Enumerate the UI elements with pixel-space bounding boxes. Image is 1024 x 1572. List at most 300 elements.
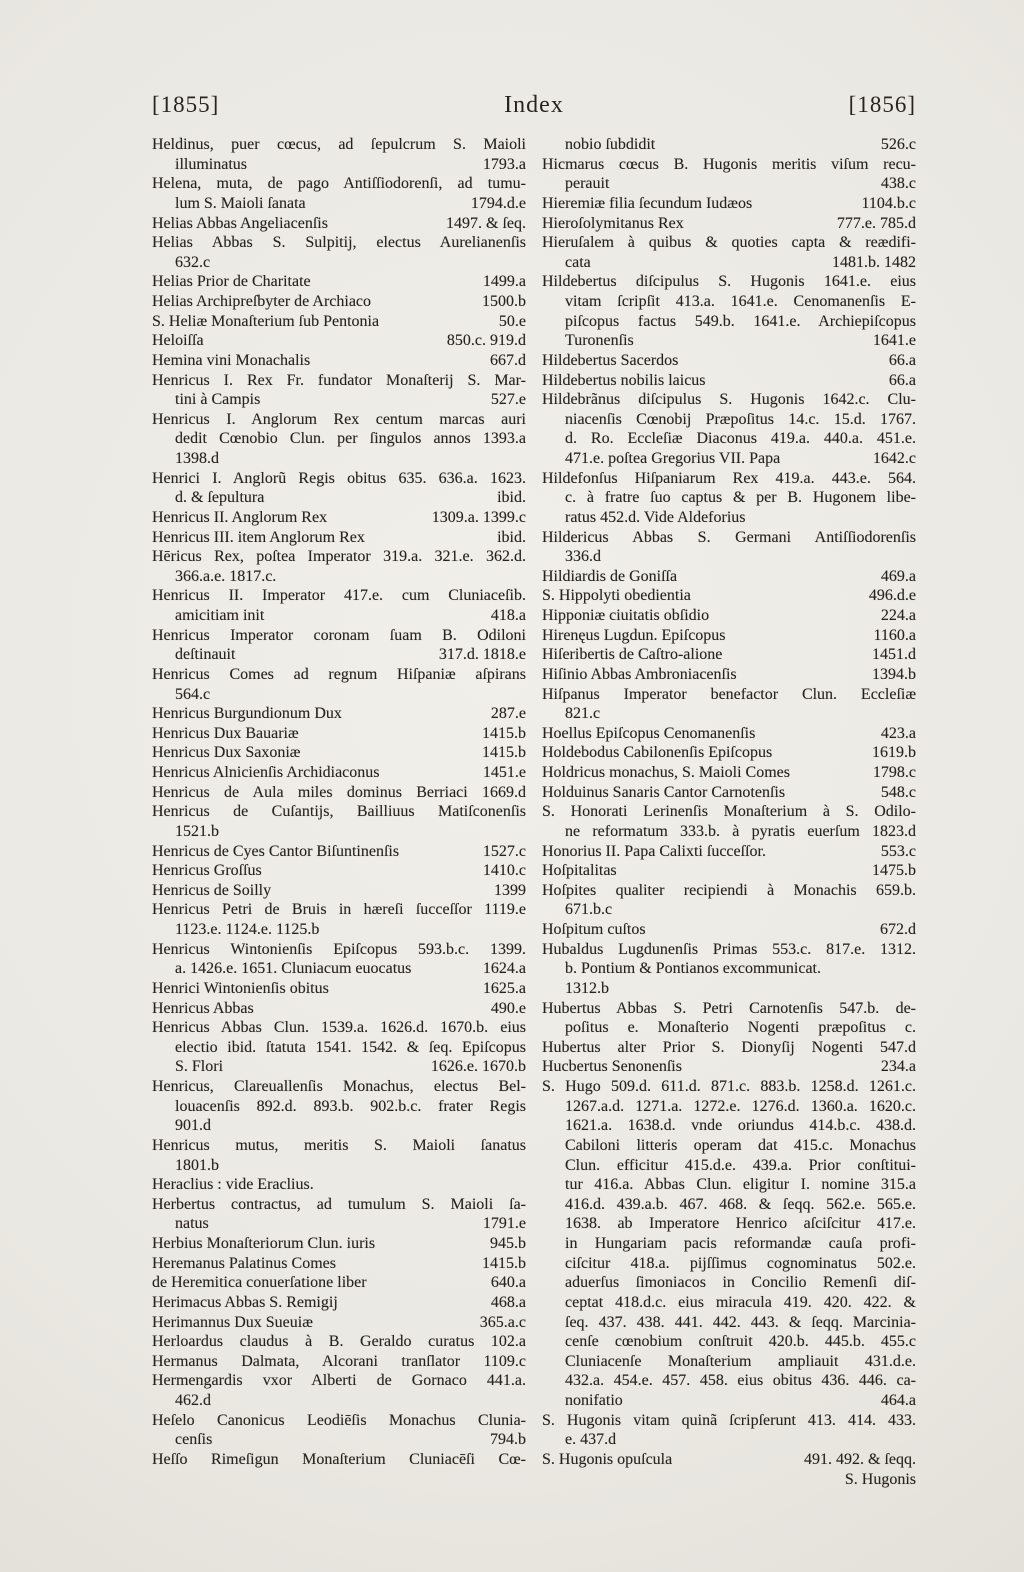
entry-page-reference: 1160.a [873,626,916,644]
index-entry-line [152,979,526,999]
entry-text: Herimannus Dux Sueuiæ [152,1313,313,1331]
index-entry-line [152,920,526,940]
index-entry-line [152,704,526,724]
entry-text: Hiſeribertis de Caſtro-alione [542,646,723,664]
index-entry-line [152,1391,526,1411]
entry-text: Henricus Burgundionum Dux [152,705,342,723]
index-entry-line [152,1254,526,1274]
index-entry-line [152,842,526,862]
index-entry-line [542,743,916,763]
index-entry-line [542,528,916,548]
entry-text: Heſſo Rimeſigun Monaſterium Cluniacēſi Cœ- [152,1450,526,1468]
entry-text: Hubertus alter Prior S. Dionyſij Nogenti 547.d [542,1038,916,1056]
left-folio-number: [1855] [152,92,220,117]
entry-page-reference: 224.a [880,607,916,624]
entry-page-reference: 1641.e [872,332,916,350]
entry-page-reference: 1475.b [872,862,916,880]
entry-page-reference: 317.d. 1818.e [438,646,526,664]
entry-text: S. Flori [175,1058,224,1076]
index-entry-line [152,155,526,175]
index-entry-line [152,665,526,685]
entry-text: Helena, muta, de pago Antiſſiodorenſi, ad tumu- [152,175,526,193]
entry-text: tini à Campis [175,391,261,409]
entry-page-reference: 66.a [888,371,916,389]
entry-page-reference: 1527.c [482,842,526,860]
index-entry-line [542,1332,916,1352]
index-entry-line [152,822,526,842]
entry-page-reference: ibid. [497,528,526,546]
index-entry-line [542,371,916,391]
entry-text: Cluniacenſe Monaſterium ampliauit 431.d.e. [565,1352,916,1370]
index-entry-line [542,920,916,940]
index-entry-line [152,645,526,665]
index-entry-line [152,1136,526,1156]
index-entry-line [542,586,916,606]
index-entry-line [152,214,526,234]
entry-page-reference: 438.c [880,175,916,193]
entry-text: Hermengardis vxor Alberti de Gornaco 441.a. [152,1372,526,1390]
entry-page-reference: 850.c. 919.d [446,332,526,350]
entry-text: Henricus II. Imperator 417.e. cum Cluniaceſib. [152,587,526,605]
entry-page-reference: 526.c [880,136,916,153]
entry-text: Hoſpites qualiter recipiendi à Monachis 659.b. [542,881,916,899]
index-entry-line [542,626,916,646]
entry-page-reference: 548.c [880,783,916,801]
index-entry-line [152,508,526,528]
entry-page-reference: 527.e [490,391,526,409]
index-entry-line [542,724,916,744]
entry-text: natus [175,1215,209,1233]
entry-text: Hoellus Epiſcopus Cenomanenſis [542,724,756,742]
entry-text: Henricus I. Anglorum Rex centum marcas auri [152,410,526,428]
entry-text: 1398.d [175,450,219,467]
index-entry-line [152,1371,526,1391]
entry-text: Henrici Wintonienſis obitus [152,979,329,997]
index-entry-line [152,410,526,430]
entry-text: Henricus Petri de Bruis in hæreſi ſucceſſor 1119.e [152,901,526,919]
entry-text: Turonenſis [565,332,634,350]
index-entry-line [542,999,916,1019]
entry-text: Hildefonſus Hiſpaniarum Rex 419.a. 443.e. 564. [542,469,916,487]
entry-text: perauit [565,175,610,193]
entry-text: 432.a. 454.e. 457. 458. eius obitus 436. 446. ca- [565,1372,916,1390]
index-entry-line [542,233,916,253]
entry-text: Holdricus monachus, S. Maioli Comes [542,764,790,781]
entry-text: Henricus II. Anglorum Rex [152,508,328,526]
entry-text: Henricus Alnicienſis Archidiaconus [152,764,380,781]
entry-text: nobio ſubdidit [565,136,656,153]
entry-page-reference: 287.e [490,705,526,723]
index-entry-line [542,1411,916,1431]
entry-text: Hirenęus Lugdun. Epiſcopus [542,626,726,644]
index-entry-line [542,704,916,724]
index-entry-line [152,567,526,587]
entry-page-reference: 50.e [498,312,526,330]
index-entry-line [152,449,526,469]
entry-text: Hipponiæ ciuitatis obſidio [542,607,710,624]
index-entry-line [542,842,916,862]
entry-text: Honorius II. Papa Calixti ſucceſſor. [542,842,766,860]
entry-text: Henricus de Cyes Cantor Biſuntinenſis [152,842,400,860]
entry-page-reference: 1399 [494,881,526,899]
entry-text: cenſe cœnobium conſtruit 420.b. 445.b. 455.c [565,1333,916,1351]
entry-page-reference: 1497. & ſeq. [446,214,526,232]
entry-page-reference: 1415.b [482,1254,526,1272]
index-entry-line [542,174,916,194]
index-entry-line [152,253,526,273]
index-entry-line [152,763,526,783]
index-entry-line [542,645,916,665]
index-entry-line [152,724,526,744]
entry-page-reference: 468.a [490,1293,526,1311]
index-entry-line [542,822,916,842]
index-entry-line [152,1234,526,1254]
index-entry-line [152,1057,526,1077]
entry-text: electio ibid. ſtatuta 1541. 1542. & ſeq. Epiſcopus [175,1038,526,1056]
entry-text: Hildericus Abbas S. Germani Antiſſiodorenſis [542,528,916,546]
entry-text: dedit Cœnobio Clun. per ſingulos annos 1393.a [175,430,526,448]
index-entry-line [152,1411,526,1431]
entry-text: cata [565,253,591,271]
entry-text: a. 1426.e. 1651. Cluniacum euocatus [175,960,412,978]
index-entry-line [152,194,526,214]
entry-text: Henricus Wintonienſis Epiſcopus 593.b.c. 1399. [152,940,526,958]
index-entry-line [542,959,916,979]
index-entry-line [542,1156,916,1176]
entry-text: Henricus Comes ad regnum Hiſpaniæ aſpirans [152,665,526,683]
entry-page-reference: 777.e. 785.d [836,214,916,232]
index-entry-line [152,606,526,626]
entry-page-reference: 1451.e [482,764,526,781]
index-entry-line [542,1254,916,1274]
index-entry-line [542,429,916,449]
index-entry-line [542,410,916,430]
page-header [152,92,916,119]
index-entry-line [542,1195,916,1215]
index-entry-line [542,1352,916,1372]
index-entry-line [542,1391,916,1411]
entry-text: 632.c [175,253,211,271]
index-columns [152,135,916,1489]
entry-page-reference: 234.a [880,1058,916,1076]
entry-text: S. Hugo 509.d. 611.d. 871.c. 883.b. 1258.d. 1261.c. [542,1078,916,1095]
entry-text: Hubaldus Lugdunenſis Primas 553.c. 817.e. 1312. [542,940,916,958]
index-entry-line [152,233,526,253]
entry-text: Hoſpitum cuſtos [542,921,646,938]
entry-text: 1312.b [565,979,609,997]
index-entry-line [152,685,526,705]
entry-text: e. 437.d [565,1431,617,1449]
entry-page-reference: 496.d.e [868,587,916,605]
entry-text: Hildebertus nobilis laicus [542,371,706,389]
index-entry-line [152,1430,526,1450]
entry-text: Henricus mutus, meritis S. Maioli ſanatus [152,1136,526,1154]
index-entry-line [542,802,916,822]
index-entry-line [542,155,916,175]
entry-page-reference: S. Hugonis [844,1470,916,1488]
entry-text: 821.c [565,705,601,723]
entry-page-reference: 469.a [880,567,916,585]
entry-text: Herbius Monaſteriorum Clun. iuris [152,1235,376,1252]
entry-text: d. & ſepultura [175,489,265,507]
entry-text: 416.d. 439.a.b. 467. 468. & ſeqq. 562.e. 565.e. [565,1195,916,1213]
index-entry-line [152,1332,526,1352]
entry-page-reference: 1394.b [872,665,916,683]
entry-text: Clun. efficitur 415.d.e. 439.a. Prior conſtitui- [565,1156,916,1174]
index-entry-line [152,626,526,646]
index-entry-line [542,508,916,528]
entry-text: ceptat 418.d.c. eius miracula 419. 420. 422. & [565,1293,916,1311]
index-entry-line [152,272,526,292]
index-entry-line [542,1273,916,1293]
entry-text: ciſcitur 418.a. pijſſimus cognominatus 502.e. [565,1254,916,1272]
index-entry-line [542,390,916,410]
index-entry-line [152,802,526,822]
entry-text: Hiſinio Abbas Ambroniacenſis [542,665,737,683]
entry-text: Helias Abbas S. Sulpitij, electus Aurelianenſis [152,234,526,252]
entry-text: Herloardus claudus à B. Geraldo curatus 102.a [152,1333,526,1351]
index-entry-line [542,1371,916,1391]
index-column-left [152,135,526,1470]
page-title: Index [504,92,564,118]
index-entry-line [542,861,916,881]
entry-text: S. Hugonis opuſcula [542,1450,673,1468]
entry-page-reference: 945.b [490,1235,526,1252]
index-entry-line [152,135,526,155]
entry-text: 1801.b [175,1156,219,1174]
entry-text: nonifatio [565,1392,623,1409]
entry-page-reference: 1415.b [482,744,526,762]
entry-text: Herbertus contractus, ad tumulum S. Maioli ſa- [152,1195,526,1213]
entry-page-reference: 1619.b [872,744,916,762]
index-entry-line [152,174,526,194]
entry-text: deſtinauit [175,646,236,664]
entry-text: 1521.b [175,822,219,840]
index-entry-line [542,763,916,783]
entry-text: Hieruſalem à quibus & quoties capta & reædifi- [542,234,916,252]
entry-page-reference: 1791.e [482,1215,526,1233]
entry-text: poſitus e. Monaſterio Nogenti præpoſitus c. [565,1019,916,1037]
index-entry-line [542,272,916,292]
entry-page-reference: 553.c [880,842,916,860]
entry-page-reference: 1499.a [482,273,526,291]
index-entry-line [152,371,526,391]
index-entry-line [542,214,916,234]
index-entry-line [152,292,526,312]
index-entry-line [152,1352,526,1372]
index-entry-line [152,959,526,979]
index-entry-line [152,940,526,960]
entry-text: amicitiam init [175,607,265,624]
entry-text: Heſelo Canonicus Leodiēſis Monachus Clunia- [152,1411,526,1429]
index-entry-line [542,1450,916,1470]
entry-text: Helias Archipreſbyter de Archiaco [152,293,372,310]
entry-text: ſeq. 437. 438. 441. 442. 443. & ſeqq. Marcinia- [565,1313,916,1331]
index-entry-line [542,1470,916,1490]
entry-page-reference: 1625.a [482,979,526,997]
entry-text: Hildebrãnus diſcipulus S. Hugonis 1642.c. Clu- [542,391,916,409]
entry-page-reference: 1798.c [872,764,916,781]
entry-text: Hieremiæ filia ſecundum Iudæos [542,194,753,212]
entry-page-reference: 640.a [490,1274,526,1292]
entry-text: Henricus de Aula miles dominus Berriaci 1669.d [152,783,526,801]
entry-text: Cabiloni litteris operam dat 415.c. Monachus [565,1136,916,1154]
index-entry-line [152,528,526,548]
entry-text: lum S. Maioli ſanata [175,194,306,212]
entry-text: S. Honorati Lerinenſis Monaſterium à S. Odilo- [542,803,916,821]
entry-text: illuminatus [175,155,247,173]
index-entry-line [542,331,916,351]
entry-text: Hildebertus diſcipulus S. Hugonis 1641.e. eius [542,273,916,291]
entry-text: 1621.a. 1638.d. vnde oriundus 414.b.c. 438.d. [565,1117,916,1135]
entry-text: ne reformatum 333.b. à pyratis euerſum 1823.d [565,822,916,840]
index-entry-line [542,1214,916,1234]
index-entry-line [152,1195,526,1215]
entry-text: Helias Abbas Angeliacenſis [152,214,328,232]
entry-text: de Heremitica conuerſatione liber [152,1274,367,1292]
index-entry-line [152,429,526,449]
entry-text: Henricus Dux Bauariæ [152,724,299,742]
entry-page-reference: ibid. [497,489,526,507]
entry-text: Heraclius : vide Eraclius. [152,1176,314,1194]
entry-text: 471.e. poſtea Gregorius VII. Papa [565,450,781,467]
index-entry-line [542,1234,916,1254]
index-entry-line [152,999,526,1019]
entry-text: cenſis [175,1431,213,1449]
index-entry-line [542,685,916,705]
entry-page-reference: 490.e [490,999,526,1017]
entry-text: d. Ro. Eccleſiæ Diaconus 419.a. 440.a. 451.e. [565,430,916,448]
index-entry-line [542,1175,916,1195]
index-entry-line [542,547,916,567]
entry-text: Henricus, Clareuallenſis Monachus, electus Bel- [152,1078,526,1095]
entry-text: Henricus Abbas [152,999,254,1017]
entry-page-reference: 423.a [880,724,916,742]
index-column-right [542,135,916,1489]
entry-page-reference: 418.a [490,607,526,624]
entry-text: Henrici I. Anglorũ Regis obitus 635. 636.a. 1623. [152,469,526,487]
index-entry-line [542,1430,916,1450]
index-entry-line [542,292,916,312]
entry-page-reference: 1793.a [482,155,526,173]
index-entry-line [152,1273,526,1293]
entry-text: Hoſpitalitas [542,862,617,880]
index-entry-line [542,1293,916,1313]
entry-text: 671.b.c [565,901,613,919]
entry-text: Henricus Abbas Clun. 1539.a. 1626.d. 1670.b. eius [152,1019,526,1037]
entry-text: ratus 452.d. Vide Aldeforius [565,508,746,526]
entry-text: Henricus III. item Anglorum Rex [152,528,365,546]
index-entry-line [542,469,916,489]
entry-page-reference: 1624.a [482,960,526,978]
entry-page-reference: 365.a.c [479,1313,526,1331]
entry-text: Heldinus, puer cœcus, ad ſepulcrum S. Maioli [152,136,526,153]
index-entry-line [152,351,526,371]
entry-text: b. Pontium & Pontianos excommunicat. [565,960,821,978]
index-entry-line [542,1097,916,1117]
index-entry-line [542,881,916,901]
index-entry-line [152,1214,526,1234]
entry-page-reference: 1410.c [482,862,526,880]
entry-text: aduerſus ſimoniacos in Concilio Remenſi diſ- [565,1274,916,1292]
entry-text: niacenſis Cœnobij Præpoſitus 14.c. 15.d. 1767. [565,410,916,428]
index-entry-line [152,1077,526,1097]
entry-text: 1638. ab Imperatore Henrico aſciſcitur 417.e. [565,1215,916,1233]
index-entry-line [542,783,916,803]
entry-text: 901.d [175,1117,211,1135]
index-entry-line [542,1136,916,1156]
entry-text: Hieroſolymitanus Rex [542,214,684,232]
entry-text: Holdebodus Cabilonenſis Epiſcopus [542,744,773,762]
index-entry-line [152,547,526,567]
entry-text: Hildebertus Sacerdos [542,351,679,369]
index-entry-line [542,312,916,332]
index-entry-line [152,488,526,508]
entry-text: louacenſis 892.d. 893.b. 902.b.c. frater Regis [175,1097,526,1115]
entry-text: Henricus de Soilly [152,881,272,899]
entry-text: 1267.a.d. 1271.a. 1272.e. 1276.d. 1360.a. 1620.c. [565,1097,916,1115]
index-entry-line [152,783,526,803]
entry-text: Helias Prior de Charitate [152,273,311,291]
entry-text: Henricus I. Rex Fr. fundator Monaſterij S. Mar- [152,371,526,389]
entry-page-reference: 491. 492. & ſeqq. [804,1450,916,1468]
entry-page-reference: 66.a [888,351,916,369]
entry-text: S. Hippolyti obedientia [542,587,691,605]
index-entry-line [542,1057,916,1077]
entry-page-reference: 667.d [490,351,526,369]
entry-text: 462.d [175,1392,211,1409]
index-entry-line [152,331,526,351]
entry-text: Hēricus Rex, poſtea Imperator 319.a. 321.e. 362.d. [152,548,526,566]
index-entry-line [542,194,916,214]
entry-text: S. Heliæ Monaſterium ſub Pentonia [152,312,380,330]
index-entry-line [542,665,916,685]
index-entry-line [542,567,916,587]
entry-page-reference: 672.d [880,921,916,938]
index-entry-line [152,1450,526,1470]
index-entry-line [152,1156,526,1176]
entry-page-reference: 1500.b [482,293,526,310]
index-entry-line [152,390,526,410]
index-entry-line [542,606,916,626]
entry-text: Hildiardis de Goniſſa [542,567,678,585]
index-entry-line [542,1313,916,1333]
entry-text: Hubertus Abbas S. Petri Carnotenſis 547.b. de- [542,999,916,1017]
entry-text: piſcopus factus 549.b. 1641.e. Archiepiſcopus [565,312,916,330]
index-entry-line [152,1175,526,1195]
entry-page-reference: 1309.a. 1399.c [431,508,526,526]
index-entry-line [542,449,916,469]
entry-text: Hiſpanus Imperator benefactor Clun. Eccleſiæ [542,685,916,703]
entry-text: c. à fratre ſuo captus & per B. Hugonem libe- [565,489,916,507]
entry-text: 366.a.e. 1817.c. [175,567,277,585]
entry-page-reference: 1415.b [482,724,526,742]
entry-text: tur 416.a. Abbas Clun. eligitur I. nomine 315.a [565,1176,916,1194]
entry-text: in Hungariam pacis reformandæ cauſa profi- [565,1235,916,1252]
entry-text: Henricus de Cuſantijs, Bailliuus Matiſconenſis [152,803,526,821]
entry-text: 564.c [175,685,211,703]
entry-text: Hicmarus cœcus B. Hugonis meritis viſum recu- [542,155,916,173]
index-entry-line [152,1018,526,1038]
entry-text: Henricus Dux Saxoniæ [152,744,301,762]
entry-page-reference: 794.b [490,1431,526,1449]
index-entry-line [542,1018,916,1038]
index-entry-line [152,469,526,489]
index-entry-line [152,1293,526,1313]
entry-page-reference: 1104.b.c [861,194,916,212]
right-folio-number: [1856] [848,92,916,117]
index-entry-line [152,1313,526,1333]
